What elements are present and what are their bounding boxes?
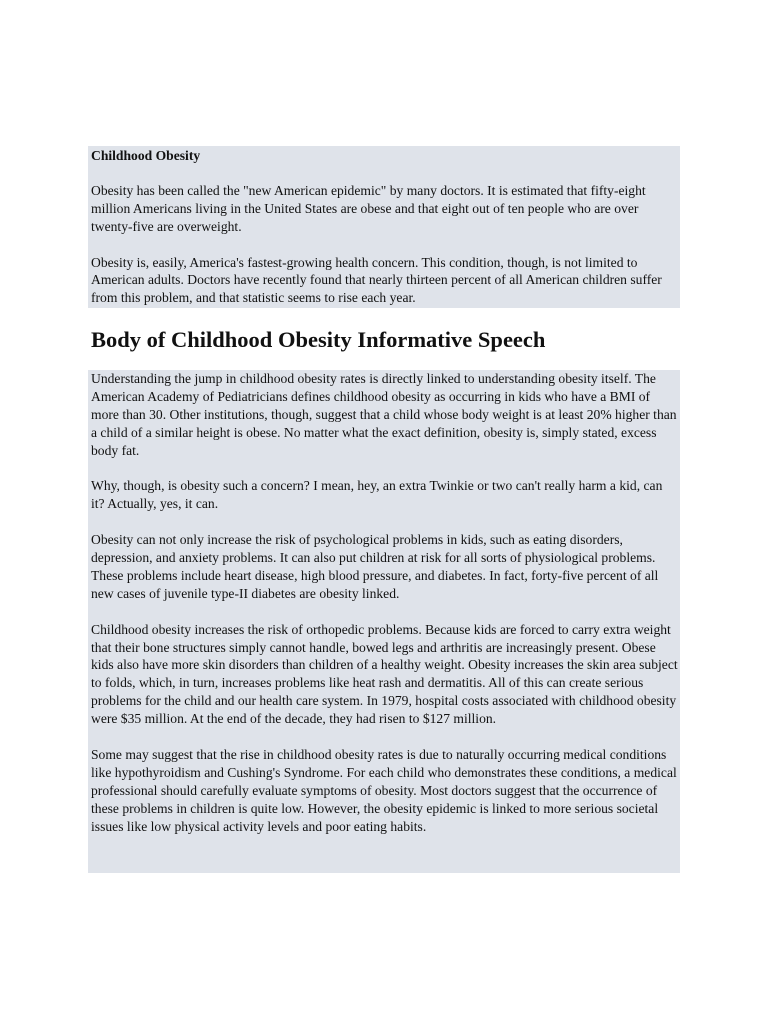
body-paragraph: Some may suggest that the rise in childhood obesity rates is due to naturally occurring medical conditions like hypothyroidism and Cushing's Syndrome. For each child who demonstrates these conditions, a medical professional should carefully evaluate symptoms of obesity. Most doctors suggest that the occurrence of these problems in children is quite low. However, the obesity epidemic is linked to more serious societal issues like low physical activity levels and poor eating habits. [91, 746, 677, 834]
body-section [88, 370, 680, 873]
intro-paragraph: Obesity is, easily, America's fastest-growing health concern. This condition, though, is not limited to American adults. Doctors have recently found that nearly thirteen percent of all American children suffer from this problem, and that statistic seems to rise each year. [91, 254, 662, 306]
intro-section [88, 146, 680, 308]
intro-title: Childhood Obesity [91, 148, 201, 163]
body-paragraph: Understanding the jump in childhood obesity rates is directly linked to understanding obesity itself. The American Academy of Pediatricians defines childhood obesity as occurring in kids who have a BMI of more than 30. Other institutions, though, suggest that a child whose body weight is at least 20% higher than a child of a similar height is obese. No matter what the exact definition, obesity is, simply stated, excess body fat. [91, 371, 677, 458]
intro-paragraph: Obesity has been called the "new American epidemic" by many doctors. It is estimated that fifty-eight million Americans living in the United States are obese and that eight out of ten people who are over twenty-five are overweight. [91, 182, 646, 234]
body-heading: Body of Childhood Obesity Informative Speech [91, 327, 546, 352]
body-paragraph: Why, though, is obesity such a concern? I mean, hey, an extra Twinkie or two can't really harm a kid, can it? Actually, yes, it can. [91, 478, 663, 512]
body-paragraph: Childhood obesity increases the risk of orthopedic problems. Because kids are forced to carry extra weight that their bone structures simply cannot handle, bowed legs and arthritis are increasingly present. Obese kids also have more skin disorders than children of a healthy weight. Obesity increases the skin area subject to folds, which, in turn, increases problems like heat rash and dermatitis. All of this can create serious problems for the child and our health care system. In 1979, hospital costs associated with childhood obesity were $35 million. At the end of the decade, they had risen to $127 million. [91, 621, 678, 727]
body-paragraph: Obesity can not only increase the risk of psychological problems in kids, such as eating disorders, depression, and anxiety problems. It can also put children at risk for all sorts of physiological problems. These problems include heart disease, high blood pressure, and diabetes. In fact, forty-five percent of all new cases of juvenile type-II diabetes are obesity linked. [91, 532, 659, 601]
